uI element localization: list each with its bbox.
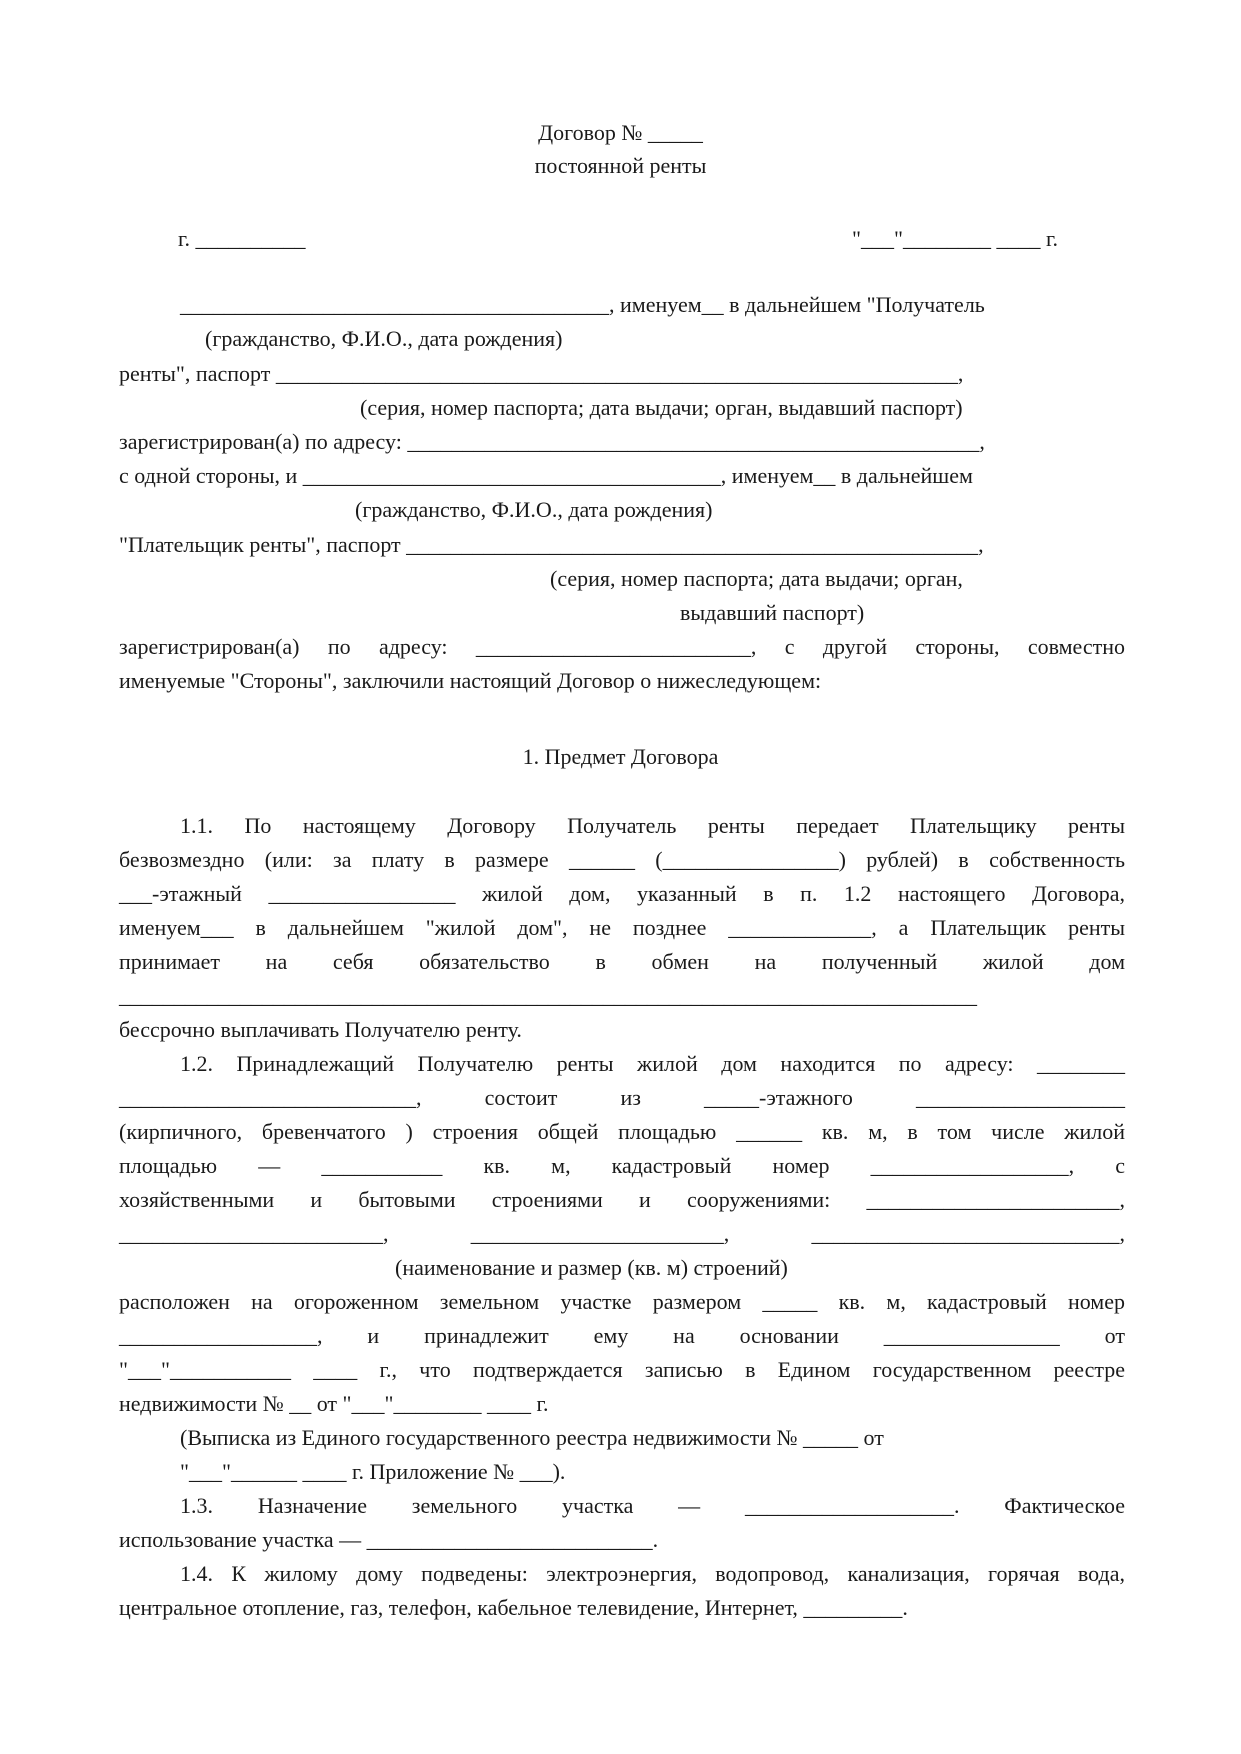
clause-1-3-line1: 1.3. Назначение земельного участка — ___________________. Фактическое <box>180 1493 1125 1518</box>
clause-1-2-line12: "___"______ ____ г. Приложение № ___). <box>180 1459 566 1484</box>
date-field: "___"________ ____ г. <box>852 226 1059 251</box>
clause-1-2-line4: площадью — ___________ кв. м, кадастровый номер __________________, с <box>119 1153 1125 1178</box>
clause-1-4-line2: центральное отопление, газ, телефон, кабельное телевидение, Интернет, _________. <box>119 1595 908 1620</box>
clause-1-2-line8: __________________, и принадлежит ему на основании ________________ от <box>119 1323 1125 1348</box>
party2-passport-line: "Плательщик ренты", паспорт ____________________________________________________, <box>119 532 984 557</box>
clause-1-1-line6: ______________________________________________________________________________ <box>119 983 977 1008</box>
party1-address-line: зарегистрирован(а) по адресу: ____________________________________________________, <box>119 429 985 454</box>
clause-1-1-line5: принимает на себя обязательство в обмен на полученный жилой дом <box>119 949 1125 974</box>
clause-1-1-line7: бессрочно выплачивать Получателю ренту. <box>119 1017 522 1042</box>
clause-1-4-line1: 1.4. К жилому дому подведены: электроэнергия, водопровод, канализация, горячая вода, <box>180 1561 1125 1586</box>
party1-line: _______________________________________, именуем__ в дальнейшем "Получатель <box>180 292 985 317</box>
clause-1-2-line2: ___________________________, состоит из _____-этажного ___________________ <box>119 1085 1125 1110</box>
clause-1-3-line2: использование участка — __________________________. <box>119 1527 659 1552</box>
contract-title: Договор № _____ <box>538 120 703 145</box>
party2-line: с одной стороны, и ______________________________________, именуем__ в дальнейшем <box>119 463 973 488</box>
clause-1-1-line1: 1.1. По настоящему Договору Получатель ренты передает Плательщику ренты <box>180 813 1125 838</box>
parties-conclusion: именуемые "Стороны", заключили настоящий Договор о нижеследующем: <box>119 668 822 693</box>
party1-note: (гражданство, Ф.И.О., дата рождения) <box>205 326 563 351</box>
city-field: г. __________ <box>178 226 306 251</box>
party1-passport-note: (серия, номер паспорта; дата выдачи; орган, выдавший паспорт) <box>360 395 963 420</box>
clause-1-2-line6: ________________________, _______________________, ____________________________, <box>119 1221 1125 1246</box>
clause-1-2-line5: хозяйственными и бытовыми строениями и сооружениями: _______________________, <box>119 1187 1125 1212</box>
clause-1-1-line2: безвозмездно (или: за плату в размере ______ (________________) рублей) в собственность <box>119 847 1125 872</box>
clause-1-2-line11: (Выписка из Единого государственного реестра недвижимости № _____ от <box>180 1425 884 1450</box>
party2-address-line: зарегистрирован(а) по адресу: _________________________, с другой стороны, совместно <box>119 634 1125 659</box>
party2-passport-note: (серия, номер паспорта; дата выдачи; орган, <box>550 566 963 591</box>
party1-passport-line: ренты", паспорт ______________________________________________________________, <box>119 361 964 386</box>
clause-1-2-line7: расположен на огороженном земельном участке размером _____ кв. м, кадастровый номер <box>119 1289 1125 1314</box>
party2-passport-note-2: выдавший паспорт) <box>680 600 865 625</box>
clause-1-1-line3: ___-этажный _________________ жилой дом, указанный в п. 1.2 настоящего Договора, <box>119 881 1125 906</box>
clause-1-1-line4: именуем___ в дальнейшем "жилой дом", не позднее _____________, а Плательщик ренты <box>119 915 1125 940</box>
clause-1-2-line9: "___"___________ ____ г., что подтверждается записью в Едином государственном реестре <box>119 1357 1125 1382</box>
clause-1-2-line3: (кирпичного, бревенчатого ) строения общей площадью ______ кв. м, в том числе жилой <box>119 1119 1125 1144</box>
party2-note: (гражданство, Ф.И.О., дата рождения) <box>355 497 713 522</box>
clause-1-2-line10: недвижимости № __ от "___"________ ____ г. <box>119 1391 549 1416</box>
contract-subtitle: постоянной ренты <box>534 153 707 178</box>
clause-1-2-note: (наименование и размер (кв. м) строений) <box>395 1255 788 1280</box>
clause-1-2-line1: 1.2. Принадлежащий Получателю ренты жилой дом находится по адресу: ________ <box>180 1051 1125 1076</box>
section-heading: 1. Предмет Договора <box>522 744 719 769</box>
